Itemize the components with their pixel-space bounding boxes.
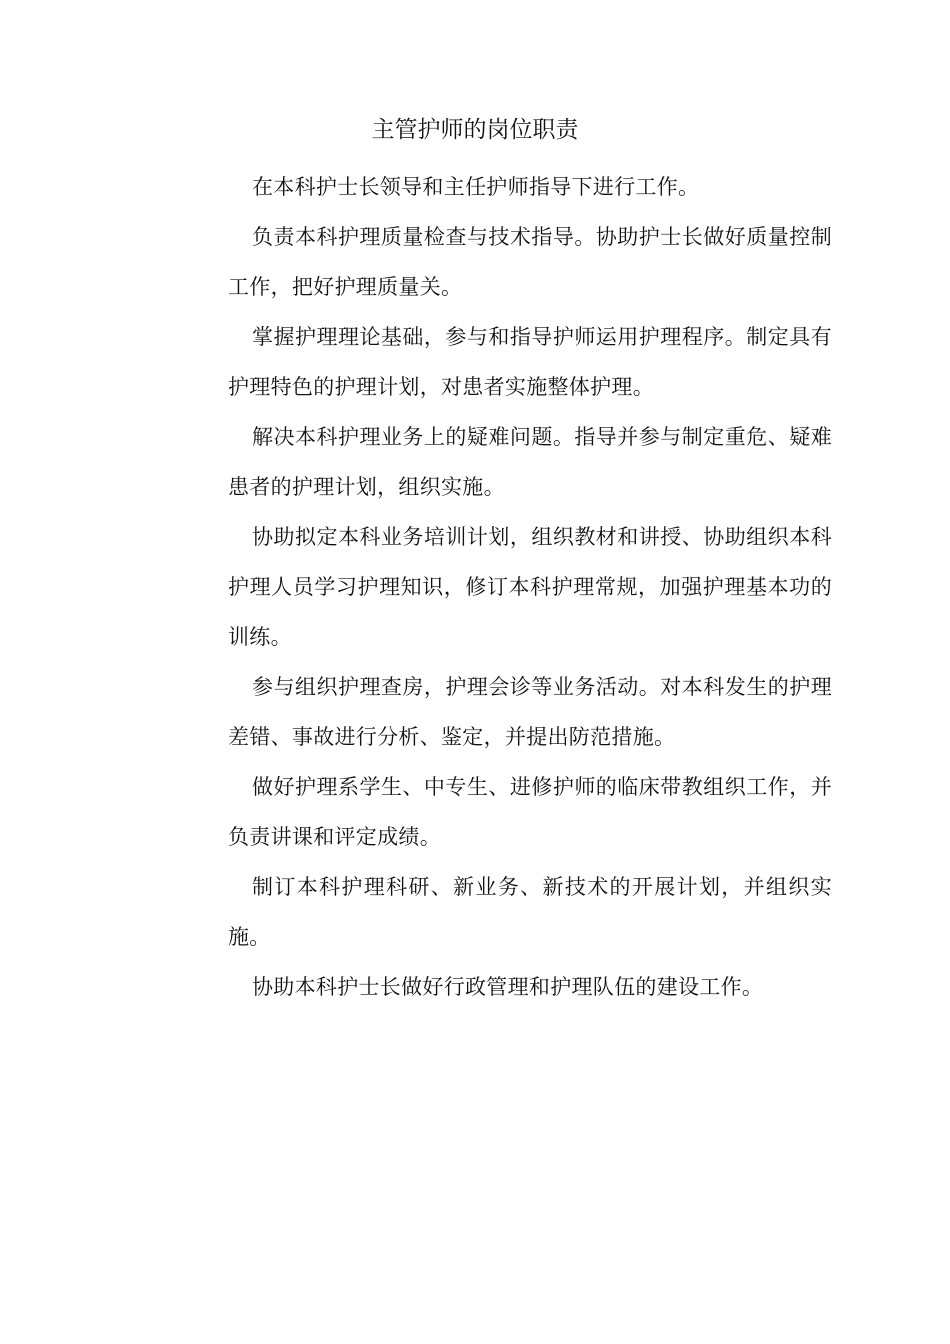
paragraph-4: 解决本科护理业务上的疑难问题。指导并参与制定重危、疑难患者的护理计划，组织实施。 [228, 425, 832, 499]
paragraph-2: 负责本科护理质量检查与技术指导。协助护士长做好质量控制工作，把好护理质量关。 [228, 225, 832, 299]
paragraph-8: 制订本科护理科研、新业务、新技术的开展计划，并组织实施。 [228, 875, 832, 949]
paragraph-7: 做好护理系学生、中专生、进修护师的临床带教组织工作，并负责讲课和评定成绩。 [228, 775, 832, 849]
document-body [228, 162, 832, 1012]
paragraph-9: 协助本科护士长做好行政管理和护理队伍的建设工作。 [252, 975, 764, 999]
document-title: 主管护师的岗位职责 [371, 117, 579, 143]
paragraph-1: 在本科护士长领导和主任护师指导下进行工作。 [252, 175, 700, 199]
paragraph-5: 协助拟定本科业务培训计划，组织教材和讲授、协助组织本科护理人员学习护理知识，修订本科护理常规，加强护理基本功的训练。 [228, 525, 832, 649]
paragraph-6: 参与组织护理查房，护理会诊等业务活动。对本科发生的护理差错、事故进行分析、鉴定，并提出防范措施。 [228, 675, 832, 749]
paragraph-3: 掌握护理理论基础，参与和指导护师运用护理程序。制定具有护理特色的护理计划，对患者实施整体护理。 [228, 325, 832, 399]
